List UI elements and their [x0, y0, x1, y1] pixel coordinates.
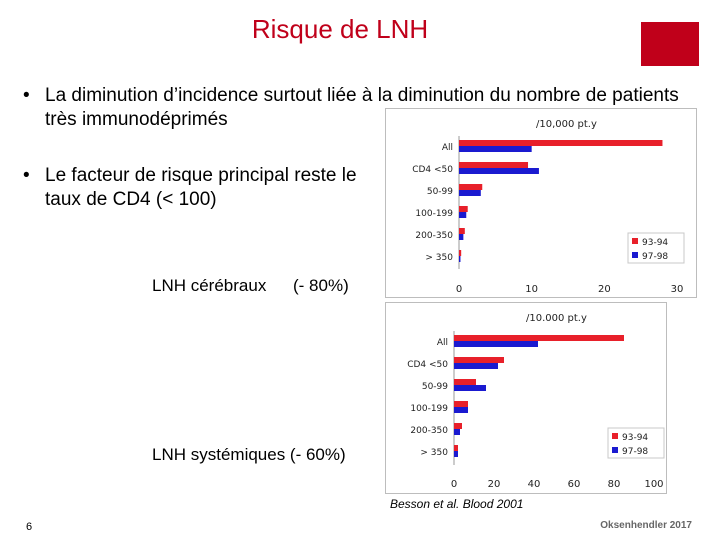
- bullet-dot: •: [23, 165, 30, 186]
- cerebral-bar-93-94-> 350: [459, 250, 461, 256]
- systemic-bar-97-98-All: [454, 341, 538, 347]
- chart-cerebral: [385, 108, 697, 298]
- cerebral-x-tick-label: 10: [525, 284, 539, 295]
- systemic-bar-93-94-100-199: [454, 401, 468, 407]
- systemic-title: /10.000 pt.y: [526, 313, 587, 324]
- systemic-x-tick-label: 40: [527, 479, 541, 490]
- systemic-x-tick-label: 80: [607, 479, 621, 490]
- bullet-2-text: Le facteur de risque principal reste le taux de CD4 (< 100): [45, 165, 357, 210]
- systemic-x-tick-label: 60: [567, 479, 581, 490]
- bullet-1-text: La diminution d’incidence surtout liée à la diminution du nombre de patients très immunodéprimés: [45, 85, 679, 130]
- page-number: 6: [26, 521, 33, 533]
- cerebral-bar-93-94-50-99: [459, 184, 482, 190]
- systemic-legend-swatch-97-98: [612, 447, 618, 453]
- cerebral-bar-97-98-CD4 <50: [459, 168, 539, 174]
- cerebral-legend-label-93-94: 93-94: [642, 238, 669, 248]
- systemic-legend-label-93-94: 93-94: [622, 433, 649, 443]
- decorative-red-square: [641, 22, 699, 66]
- cerebral-title: /10,000 pt.y: [536, 119, 597, 130]
- cerebral-legend-swatch-93-94: [632, 238, 638, 244]
- systemic-bar-93-94-> 350: [454, 445, 458, 451]
- bullet-2: [23, 164, 375, 212]
- systemic-bar-93-94-CD4 <50: [454, 357, 504, 363]
- systemic-x-tick-label: 0: [450, 479, 458, 490]
- cerebral-bar-97-98-200-350: [459, 234, 463, 240]
- cerebral-category-label: 200-350: [415, 231, 453, 241]
- cerebral-bar-97-98-100-199: [459, 212, 466, 218]
- systemic-category-label: CD4 <50: [407, 360, 448, 370]
- cerebral-legend-swatch-97-98: [632, 252, 638, 258]
- systemic-bar-93-94-All: [454, 335, 624, 341]
- systemic-bar-93-94-50-99: [454, 379, 476, 385]
- cerebral-category-label: 50-99: [426, 187, 453, 197]
- slide-title: Risque de LNH: [251, 14, 429, 44]
- systemic-legend-label-97-98: 97-98: [622, 447, 649, 457]
- systemic-bar-97-98-50-99: [454, 385, 486, 391]
- cerebral-category-label: CD4 <50: [412, 165, 453, 175]
- bullet-dot: •: [23, 85, 30, 106]
- reference-citation: Besson et al. Blood 2001: [390, 497, 524, 511]
- systemic-legend-swatch-93-94: [612, 433, 618, 439]
- cerebral-bar-93-94-CD4 <50: [459, 162, 528, 168]
- systemic-bar-97-98-CD4 <50: [454, 363, 498, 369]
- systemic-bar-97-98-200-350: [454, 429, 460, 435]
- footer-author: Oksenhendler 2017: [600, 520, 692, 531]
- note-systemic: LNH systémiques (- 60%): [152, 445, 346, 464]
- systemic-bar-93-94-200-350: [454, 423, 462, 429]
- systemic-x-tick-label: 20: [487, 479, 501, 490]
- chart-systemic: [385, 302, 667, 494]
- cerebral-bar-93-94-All: [459, 140, 662, 146]
- systemic-bar-97-98-> 350: [454, 451, 458, 457]
- systemic-category-label: All: [436, 338, 448, 348]
- cerebral-category-label: All: [441, 143, 453, 153]
- note-cerebral-value: (- 80%): [293, 276, 349, 295]
- cerebral-x-tick-label: 30: [670, 284, 684, 295]
- cerebral-legend-label-97-98: 97-98: [642, 252, 669, 262]
- note-cerebral-label: LNH cérébraux: [152, 276, 267, 295]
- cerebral-x-tick-label: 20: [597, 284, 611, 295]
- systemic-bar-97-98-100-199: [454, 407, 468, 413]
- systemic-x-tick-label: 100: [644, 479, 664, 490]
- cerebral-bar-93-94-200-350: [459, 228, 465, 234]
- cerebral-bar-97-98-50-99: [459, 190, 481, 196]
- cerebral-category-label: > 350: [425, 253, 453, 263]
- systemic-category-label: 50-99: [421, 382, 448, 392]
- cerebral-category-label: 100-199: [415, 209, 453, 219]
- cerebral-bar-97-98-> 350: [459, 256, 460, 262]
- systemic-category-label: > 350: [420, 448, 448, 458]
- cerebral-x-tick-label: 0: [455, 284, 463, 295]
- cerebral-bar-93-94-100-199: [459, 206, 468, 212]
- cerebral-bar-97-98-All: [459, 146, 532, 152]
- systemic-category-label: 200-350: [410, 426, 448, 436]
- systemic-category-label: 100-199: [410, 404, 448, 414]
